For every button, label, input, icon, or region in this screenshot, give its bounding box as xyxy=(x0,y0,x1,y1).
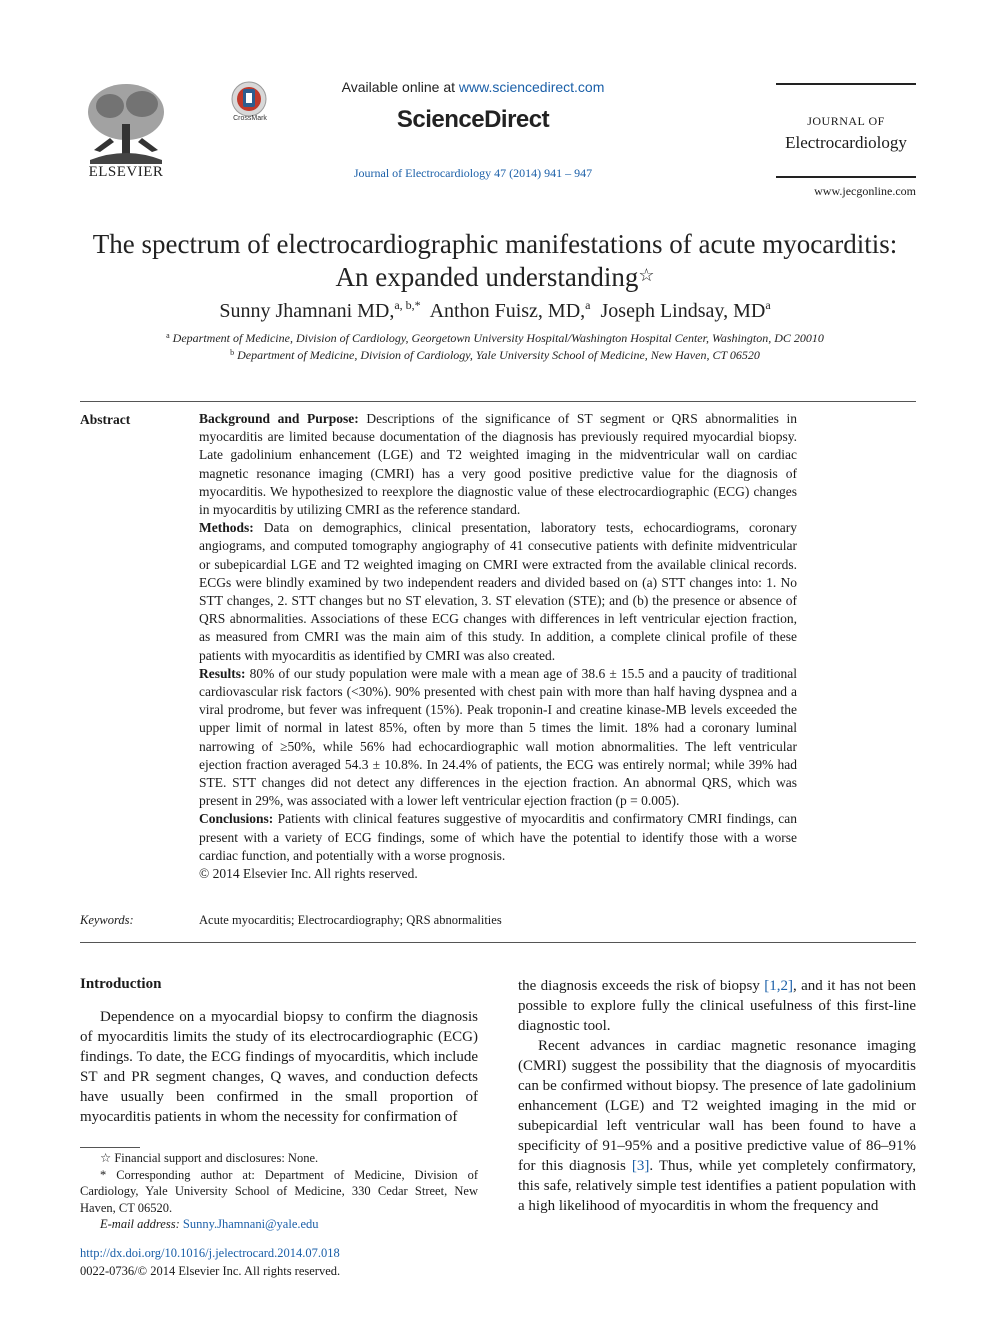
affiliation-mark: b xyxy=(230,348,235,357)
abstract-conclusions xyxy=(199,810,797,865)
abstract-copyright: © 2014 Elsevier Inc. All rights reserved. xyxy=(199,866,418,882)
abstract-rule-top xyxy=(80,401,916,402)
paragraph-text: . Thus, while yet completely confirmatory, this safe, relatively simple test identifies a patient population with a high likelihood of myocarditis in whom the frequency and xyxy=(518,1158,916,1214)
journal-citation[interactable]: Journal of Electrocardiology 47 (2014) 941 – 947 xyxy=(353,166,593,180)
footnote-funding xyxy=(80,1150,478,1167)
footnote-corresponding xyxy=(80,1167,478,1217)
journal-rule-bottom xyxy=(776,176,916,178)
footnote-rule xyxy=(80,1147,140,1148)
introduction-heading: Introduction xyxy=(80,976,162,992)
crossmark-label: CrossMark xyxy=(233,115,267,122)
email-link[interactable]: Sunny.Jhamnani@yale.edu xyxy=(182,1217,319,1231)
intro-paragraph-2 xyxy=(518,1036,916,1216)
journal-website[interactable]: www.jecgonline.com xyxy=(814,184,916,198)
footnote-asterisk: * xyxy=(100,1167,107,1182)
author-sup[interactable]: a, b,* xyxy=(394,298,421,312)
affiliation-text: Department of Medicine, Division of Cardiology, Georgetown University Hospital/Washington Hospital Center, Washington, DC 20010 xyxy=(172,331,824,345)
footnote-star-icon: ☆ xyxy=(100,1151,112,1165)
author-name: Anthon Fuisz, MD, xyxy=(429,300,586,322)
footnote-text: Corresponding author at: Department of Medicine, Division of Cardiology, Yale University School of Medicine, 330 Cedar Street, New Haven, CT 06520. xyxy=(80,1167,478,1215)
abstract-text: Patients with clinical features suggestive of myocarditis and confirmatory CMRI findings, can present with a variety of ECG findings, some of which have the potential to identify those with a worse cardiac function, and potentially with a worse prognosis. xyxy=(199,811,797,863)
available-prefix: Available online at xyxy=(341,79,459,95)
intro-paragraph-1: Dependence on a myocardial biopsy to confirm the diagnosis of myocarditis limits the study of its electrocardiographic (ECG) findings. To date, the ECG findings of myocarditis, which include ST and PR segment changes, Q waves, and conduction defects have usually been confirmed in the small proportion of myocarditis patients in whom the necessity for confirmation of xyxy=(80,1009,478,1125)
title-star-icon[interactable]: ☆ xyxy=(638,265,655,285)
reference-link[interactable]: [1,2] xyxy=(764,978,793,994)
title-line-1: The spectrum of electrocardiographic manifestations of acute myocarditis: xyxy=(92,229,898,259)
title-line-2: An expanded understanding xyxy=(335,262,639,292)
author-sup[interactable]: a xyxy=(585,298,591,312)
abstract-rule-bottom xyxy=(80,942,916,943)
publisher-name: ELSEVIER xyxy=(88,164,164,180)
abstract-label: Abstract xyxy=(80,412,131,427)
keywords-list: Acute myocarditis; Electrocardiography; QRS abnormalities xyxy=(199,913,502,927)
abstract-text: 80% of our study population were male with a mean age of 38.6 ± 15.5 and a paucity of traditional cardiovascular risk factors (<30%). 90% presented with chest pain with more than half having dyspnea and a viral prodrome, but fever was infrequent (15%). Peak troponin-I and creatine kinase-MB levels exceeded the upper limit of normal in latest 85%, often by more than 5 times the limit. 18% had a coronary luminal narrowing of ≥50%, while 56% had echocardiographic wall motion abnormalities. The left ventricular ejection fraction averaged 54.3 ± 10.8%. In 24.4% of patients, the ECG was entirely normal; while 39% had STE. STT changes did not detect any differences in the ejection fraction. An abnormal QRS, which was present in 29%, was associated with a lower left ventricular ejection fraction (p = 0.005). xyxy=(199,665,797,809)
paragraph-text: Recent advances in cardiac magnetic resonance imaging (CMRI) suggest the possibility that the diagnosis of myocarditis can be confirmed without biopsy. The presence of late gadolinium enhancement (LGE) and T2 weighted imaging in the mid or subepicardial left ventricular wall has been found to have a specificity of 91–95% and a positive predictive value of 86–91% for this diagnosis xyxy=(518,1038,916,1174)
journal-name: Electrocardiology xyxy=(785,133,907,152)
article-title xyxy=(40,228,950,294)
affiliation-a xyxy=(40,331,950,346)
author-name: Joseph Lindsay, MD xyxy=(600,300,766,322)
affiliation-mark: a xyxy=(166,331,170,340)
intro-paragraph-1-cont xyxy=(518,976,916,1036)
author-list xyxy=(40,300,950,323)
right-column xyxy=(518,976,916,1216)
doi-link[interactable]: http://dx.doi.org/10.1016/j.jelectrocard.2014.07.018 xyxy=(80,1246,340,1260)
footnote-email xyxy=(80,1216,478,1233)
abstract-text: Descriptions of the significance of ST segment or QRS abnormalities in myocarditis are limited because documentation of the diagnosis has previously required myocardial biopsy. Late gadolinium enhancement (LGE) and T2 weighted imaging in the midventricular wall on cardiac magnetic resonance imaging (CMRI) has a very good positive predictive value for the diagnosis of myocarditis. We hypothesized to reexplore the diagnostic value of these electrocardiographic (ECG) changes in myocarditis by utilizing CMRI as the reference standard. xyxy=(199,411,797,518)
author-name: Sunny Jhamnani MD, xyxy=(219,300,395,322)
abstract-heading: Background and Purpose: xyxy=(199,411,359,426)
abstract-text: Data on demographics, clinical presentation, laboratory tests, echocardiograms, coronary angiograms, and computed tomography angiography of 41 consecutive patients with definite midventricular or subepicardial LGE and T2 weighted imaging on CMRI were extracted from the available clinical records. ECGs were blindly examined by two independent readers and divided based on (a) STT changes into: 1. No STT changes, 2. STT changes but no ST elevation, 3. ST elevation (STE); and (b) the presence or absence of QRS abnormalities. Associations of these ECG changes with differences in left ventricular ejection fraction, as measured from CMRI was the main aim of this study. In addition, a complete clinical profile of these patients with myocarditis as identified by CMRI was also created. xyxy=(199,520,797,663)
abstract-methods xyxy=(199,519,797,665)
affiliation-b xyxy=(40,348,950,363)
abstract-heading: Methods: xyxy=(199,520,254,536)
abstract-body xyxy=(199,410,797,883)
abstract-heading: Results: xyxy=(199,665,246,681)
journal-rule-top xyxy=(776,83,916,85)
crossmark-icon[interactable] xyxy=(228,80,270,130)
sciencedirect-link[interactable]: www.sciencedirect.com xyxy=(458,79,605,95)
keywords-label: Keywords: xyxy=(80,913,134,927)
footnote-text: Financial support and disclosures: None. xyxy=(111,1151,319,1165)
footnotes xyxy=(80,1150,478,1233)
left-column xyxy=(80,1007,478,1127)
paragraph-text: the diagnosis exceeds the risk of biopsy xyxy=(518,978,765,994)
issn-copyright: 0022-0736/© 2014 Elsevier Inc. All rights reserved. xyxy=(80,1264,341,1278)
paragraph-text: , and it has not been possible to explore fully the clinical usefulness of this first-line diagnostic tool. xyxy=(518,978,916,1034)
abstract-background xyxy=(199,410,797,519)
sciencedirect-brand: ScienceDirect xyxy=(396,106,550,133)
reference-link[interactable]: [3] xyxy=(631,1158,650,1174)
affiliation-text: Department of Medicine, Division of Cardiology, Yale University School of Medicine, New Haven, CT 06520 xyxy=(237,348,760,362)
abstract-heading: Conclusions: xyxy=(199,811,274,827)
abstract-results xyxy=(199,665,797,811)
journal-of-label: JOURNAL OF xyxy=(807,114,885,128)
email-label: E-mail address: xyxy=(100,1217,180,1231)
author-sup[interactable]: a xyxy=(765,298,771,312)
available-online xyxy=(300,79,646,95)
